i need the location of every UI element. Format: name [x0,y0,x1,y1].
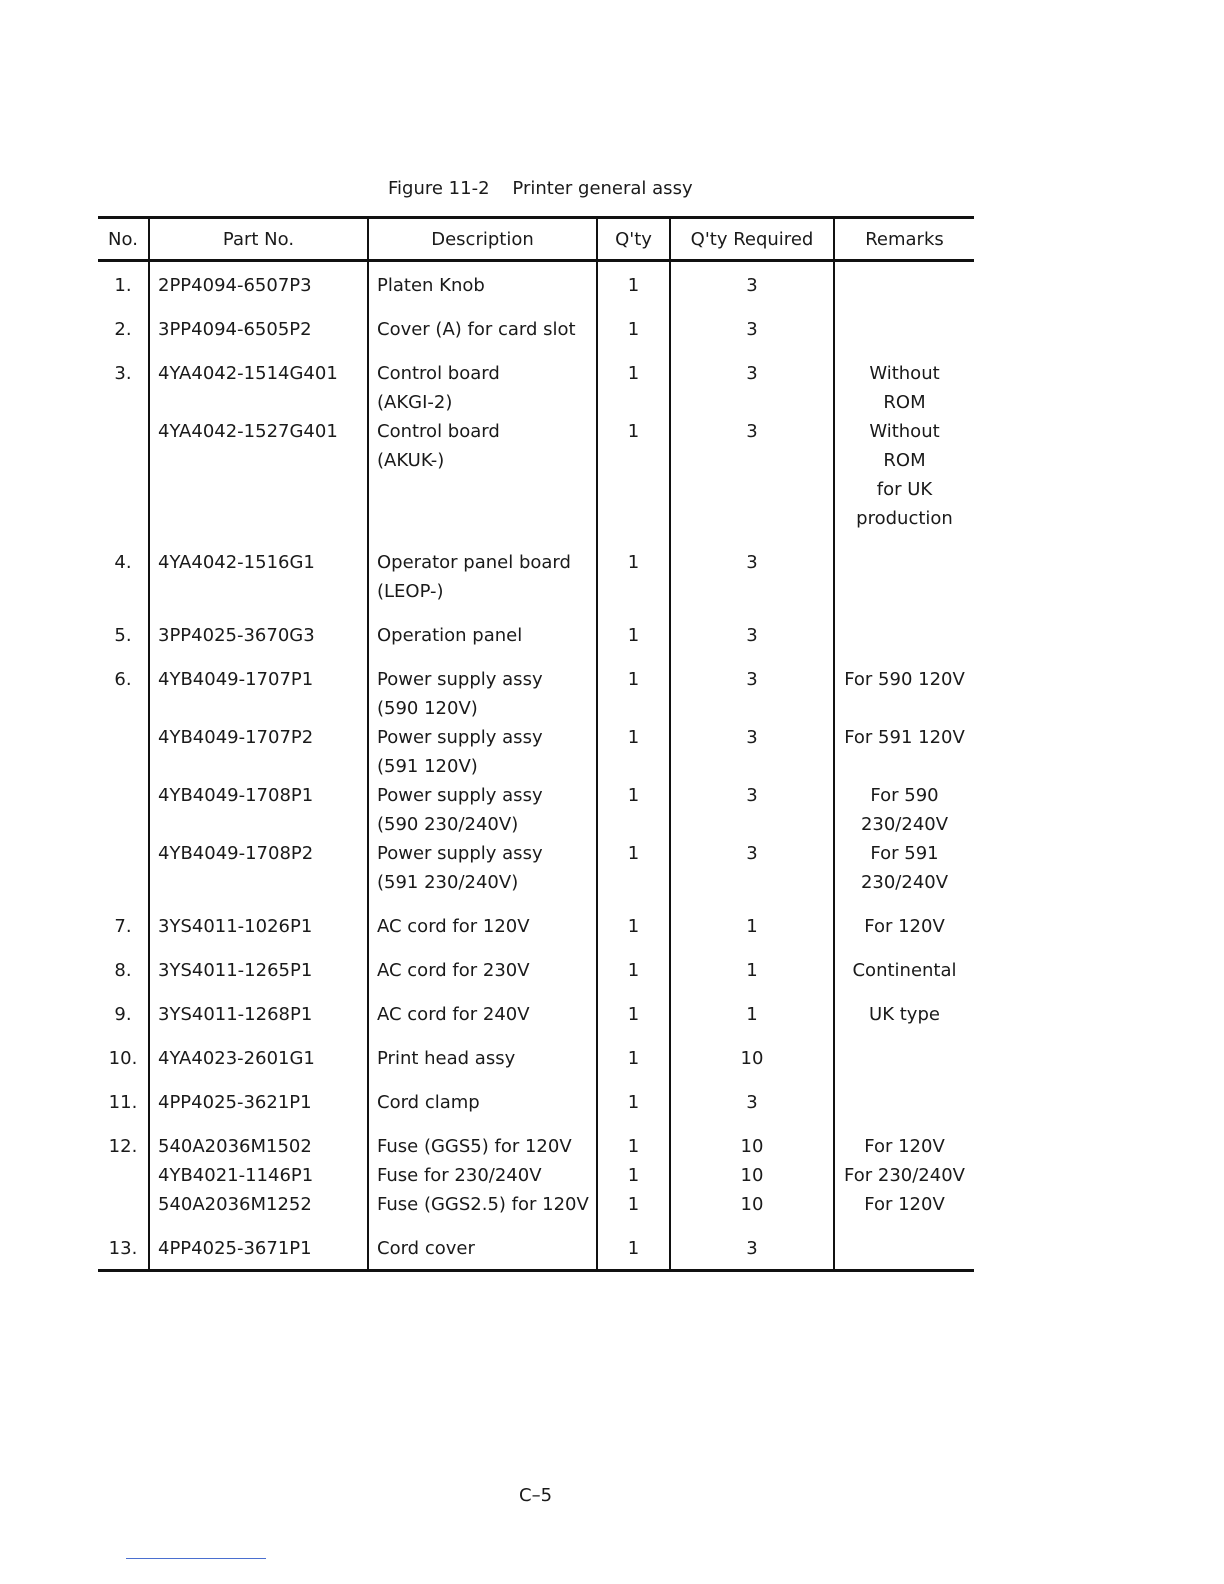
remarks-cell-line: For 590 120V [844,669,965,690]
qty-cell [597,1079,670,1123]
part-no-cell-line: 2PP4094-6507P3 [158,275,312,296]
remarks-cell-line: For 120V [864,1194,945,1215]
qty-required-cell-line: 3 [746,727,758,748]
description-cell-line: (AKGI-2) [377,392,453,413]
part-no-cell-line: 4YA4023-2601G1 [158,1048,315,1069]
remarks-cell [834,991,974,1035]
description-cell-line: Fuse for 230/240V [377,1165,542,1186]
header-no: No. [108,228,138,250]
remarks-cell [834,306,974,350]
qty-cell-line: 1 [627,552,640,573]
remarks-cell-line: For 591 120V [844,727,965,748]
qty-required-cell-line: 3 [746,669,758,690]
qty-required-cell [670,261,834,307]
remarks-cell-line: 230/240V [860,814,949,835]
qty-required-cell [670,539,834,612]
description-cell-line: (591 120V) [377,756,478,777]
remarks-cell-line: For 120V [864,1136,945,1157]
qty-cell [597,903,670,947]
qty-cell [597,991,670,1035]
qty-cell-line: 1 [627,727,640,748]
table-row [98,1079,974,1123]
part-no-cell-line: 540A2036M1502 [158,1136,312,1157]
remarks-cell-line [835,694,974,723]
qty-required-cell-line: 10 [740,1165,764,1186]
part-no-cell-line [158,388,367,417]
description-cell [368,539,597,612]
header-description: Description [368,218,597,261]
header-qty-required: Q'ty Required [670,218,834,261]
part-no-cell-line: 4PP4025-3621P1 [158,1092,312,1113]
qty-required-cell [670,1225,834,1271]
qty-cell-line: 1 [627,1165,640,1186]
part-no-cell-line: 4YB4049-1708P2 [158,843,314,864]
qty-required-cell-line: 1 [746,960,758,981]
part-no-cell-line: 4PP4025-3671P1 [158,1238,312,1259]
qty-required-cell-line [671,810,833,839]
description-cell-line: Cord clamp [377,1092,480,1113]
qty-cell [597,1123,670,1225]
description-cell-line: Control board [377,363,500,384]
remarks-cell-line: Without [869,421,940,442]
part-no-cell-line [158,752,367,781]
remarks-cell [834,903,974,947]
qty-cell-line: 1 [627,1238,640,1259]
qty-cell-line: 1 [627,1048,640,1069]
part-no-cell-line [158,694,367,723]
remarks-cell-line: For 120V [864,916,945,937]
qty-cell-line [598,388,669,417]
remarks-cell [834,612,974,656]
description-cell-line: (590 230/240V) [377,814,519,835]
qty-required-cell-line: 10 [740,1048,764,1069]
qty-cell [597,947,670,991]
description-cell-line: Platen Knob [377,275,485,296]
parts-table [98,216,974,1272]
qty-cell-line: 1 [627,843,640,864]
description-cell-line: (590 120V) [377,698,478,719]
qty-required-cell-line: 3 [746,785,758,806]
row-number-cell: 7. [114,916,132,937]
description-cell-line: Print head assy [377,1048,516,1069]
qty-cell-line [598,694,669,723]
qty-required-cell [670,991,834,1035]
part-no-cell-line: 3PP4025-3670G3 [158,625,315,646]
header-remarks: Remarks [834,218,974,261]
qty-required-cell-line: 3 [746,625,758,646]
qty-required-cell-line: 3 [746,275,758,296]
qty-cell-line [598,810,669,839]
table-row [98,1123,974,1225]
part-no-cell-line: 540A2036M1252 [158,1194,312,1215]
qty-required-cell [670,350,834,539]
qty-required-cell-line: 1 [746,916,758,937]
figure-caption: Figure 11-2 Printer general assy [388,178,693,199]
qty-cell [597,612,670,656]
qty-cell-line: 1 [627,363,640,384]
table-row [98,350,974,539]
remarks-cell-line: Without [869,363,940,384]
qty-cell-line: 1 [627,421,640,442]
row-number-cell: 11. [108,1092,138,1113]
part-no-cell [149,903,368,947]
description-cell [368,991,597,1035]
qty-cell [597,306,670,350]
qty-required-cell-line: 3 [746,843,758,864]
qty-cell [597,261,670,307]
table-row [98,306,974,350]
qty-cell-line: 1 [627,960,640,981]
qty-required-cell-line: 1 [746,1004,758,1025]
row-number-cell: 5. [114,625,132,646]
qty-required-cell-line: 3 [746,1092,758,1113]
table-row [98,612,974,656]
qty-required-cell-line: 3 [746,319,758,340]
qty-cell [597,1035,670,1079]
remarks-cell-line: production [856,508,953,529]
description-cell-line: Fuse (GGS5) for 120V [377,1136,572,1157]
description-cell [368,1123,597,1225]
part-no-cell [149,261,368,307]
qty-required-cell-line: 10 [740,1194,764,1215]
qty-cell-line: 1 [627,319,640,340]
row-number-cell: 13. [108,1238,138,1259]
remarks-cell [834,539,974,612]
remarks-cell-line [835,752,974,781]
part-no-cell-line: 4YB4049-1707P2 [158,727,314,748]
remarks-cell-line: For 591 [870,843,939,864]
description-cell [368,306,597,350]
qty-required-cell-line: 3 [746,1238,758,1259]
qty-cell-line: 1 [627,916,640,937]
description-cell-line: Power supply assy [377,785,543,806]
row-number-cell: 4. [114,552,132,573]
remarks-cell [834,656,974,903]
part-no-cell-line: 3YS4011-1268P1 [158,1004,313,1025]
remarks-cell [834,1123,974,1225]
description-cell-line: Cord cover [377,1238,475,1259]
remarks-cell [834,1079,974,1123]
description-cell [368,612,597,656]
qty-required-cell [670,947,834,991]
qty-required-cell [670,612,834,656]
remarks-cell-line: Continental [852,960,957,981]
header-qty: Q'ty [597,218,670,261]
row-number-cell: 8. [114,960,132,981]
description-cell-line: (591 230/240V) [377,872,519,893]
qty-cell [597,656,670,903]
description-cell [368,1079,597,1123]
table-row [98,1225,974,1271]
description-cell [368,947,597,991]
qty-cell [597,1225,670,1271]
description-cell-line: Fuse (GGS2.5) for 120V [377,1194,589,1215]
row-number-cell: 3. [114,363,132,384]
description-cell [368,903,597,947]
remarks-cell-line: for UK [876,479,933,500]
part-no-cell [149,539,368,612]
page-number: C–5 [519,1485,553,1506]
description-cell-line: Control board [377,421,500,442]
part-no-cell [149,612,368,656]
qty-cell-line: 1 [627,1194,640,1215]
description-cell-line: Cover (A) for card slot [377,319,576,340]
table-row [98,947,974,991]
qty-required-cell [670,306,834,350]
parts-table-body [98,261,974,1271]
remarks-cell [834,947,974,991]
part-no-cell-line: 4YB4049-1707P1 [158,669,314,690]
part-no-cell-line [158,810,367,839]
qty-required-cell-line: 3 [746,552,758,573]
row-number-cell: 10. [108,1048,138,1069]
qty-cell-line [598,752,669,781]
description-cell-line: Power supply assy [377,727,543,748]
description-cell-line: AC cord for 120V [377,916,530,937]
description-cell-line: Operator panel board [377,552,571,573]
description-cell-line: Power supply assy [377,669,543,690]
part-no-cell-line: 3YS4011-1026P1 [158,916,313,937]
part-no-cell-line: 3PP4094-6505P2 [158,319,312,340]
qty-required-cell-line: 3 [746,363,758,384]
part-no-cell-line: 4YA4042-1516G1 [158,552,315,573]
description-cell [368,1035,597,1079]
remarks-cell-line: For 230/240V [844,1165,965,1186]
description-cell [368,1225,597,1271]
part-no-cell-line: 4YB4049-1708P1 [158,785,314,806]
table-row [98,656,974,903]
qty-required-cell-line: 10 [740,1136,764,1157]
row-number-cell: 9. [114,1004,132,1025]
qty-cell-line: 1 [627,1004,640,1025]
remarks-cell-line: ROM [883,450,926,471]
description-cell [368,261,597,307]
qty-required-cell-line: 3 [746,421,758,442]
qty-cell-line: 1 [627,785,640,806]
row-number-cell: 1. [114,275,132,296]
remarks-cell-line: UK type [869,1004,940,1025]
table-header-row [98,218,974,261]
qty-cell-line: 1 [627,625,640,646]
qty-cell [597,350,670,539]
part-no-cell [149,1035,368,1079]
table-row [98,1035,974,1079]
qty-cell-line: 1 [627,275,640,296]
description-cell-line: (AKUK-) [377,450,445,471]
qty-cell-line: 1 [627,1092,640,1113]
qty-required-cell [670,1123,834,1225]
remarks-cell [834,350,974,539]
part-no-cell [149,1079,368,1123]
qty-required-cell [670,656,834,903]
part-no-cell [149,1123,368,1225]
table-row [98,903,974,947]
qty-required-cell-line [671,694,833,723]
description-cell [368,656,597,903]
qty-required-cell [670,1079,834,1123]
description-cell-line: Power supply assy [377,843,543,864]
part-no-cell [149,991,368,1035]
part-no-cell-line: 4YB4021-1146P1 [158,1165,314,1186]
qty-cell-line: 1 [627,669,640,690]
remarks-cell [834,1035,974,1079]
table-row [98,261,974,307]
qty-required-cell [670,903,834,947]
qty-cell [597,539,670,612]
qty-required-cell-line [671,752,833,781]
footer-rule [126,1558,266,1559]
remarks-cell [834,261,974,307]
description-cell-line: (LEOP-) [377,581,444,602]
part-no-cell-line: 3YS4011-1265P1 [158,960,313,981]
qty-required-cell [670,1035,834,1079]
part-no-cell-line: 4YA4042-1514G401 [158,363,338,384]
part-no-cell-line: 4YA4042-1527G401 [158,421,338,442]
table-row [98,991,974,1035]
part-no-cell [149,306,368,350]
qty-cell-line: 1 [627,1136,640,1157]
remarks-cell-line: For 590 [870,785,939,806]
description-cell-line: AC cord for 230V [377,960,530,981]
part-no-cell [149,1225,368,1271]
row-number-cell: 12. [108,1136,138,1157]
header-part-no: Part No. [149,218,368,261]
remarks-cell-line: 230/240V [860,872,949,893]
description-cell-line: Operation panel [377,625,523,646]
row-number-cell: 2. [114,319,132,340]
part-no-cell [149,947,368,991]
qty-required-cell-line [671,388,833,417]
remarks-cell [834,1225,974,1271]
description-cell [368,350,597,539]
part-no-cell [149,350,368,539]
row-number-cell: 6. [114,669,132,690]
part-no-cell [149,656,368,903]
table-row [98,539,974,612]
description-cell-line: AC cord for 240V [377,1004,530,1025]
remarks-cell-line: ROM [883,392,926,413]
